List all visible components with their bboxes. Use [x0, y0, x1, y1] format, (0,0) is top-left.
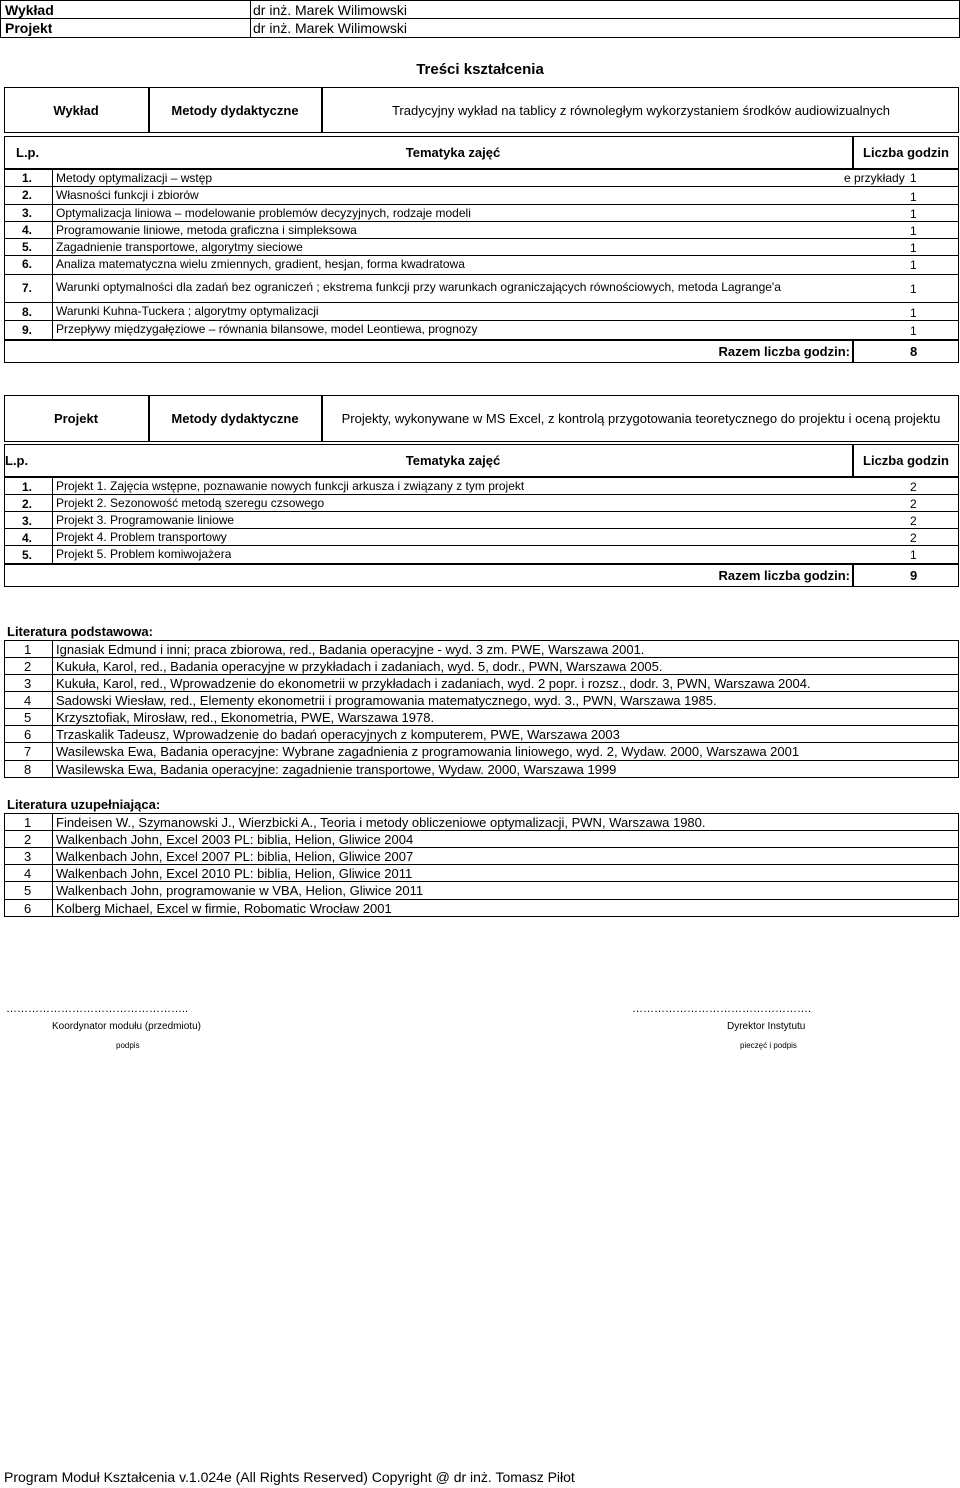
footer-copyright: Program Moduł Kształcenia v.1.024e (All Rights Reserved) Copyright @ dr inż. Tomasz Piłot: [4, 1469, 575, 1485]
header-table: [0, 0, 960, 38]
lit-basic-item: Ignasiak Edmund i inni; praca zbiorowa, red., Badania operacyjne - wyd. 3 zm. PWE, Warszawa 2001.: [56, 641, 645, 657]
lecture-row-topic: Przepływy międzygałęziowe – równania bilansowe, model Leontiewa, prognozy: [56, 322, 478, 336]
project-col-lp: L.p.: [5, 453, 29, 468]
lit-basic-item: Wasilewska Ewa, Badania operacyjne: zagadnienie transportowe, Wydaw. 2000, Warszawa 1999: [56, 761, 617, 777]
lit-basic-num: 2: [24, 658, 32, 674]
lit-extra-num: 2: [24, 831, 32, 847]
signature-note-left: podpis: [116, 1040, 140, 1050]
lecture-form-label: Wykład: [53, 102, 99, 118]
signature-role-left: Koordynator modułu (przedmiotu): [52, 1020, 201, 1032]
project-col-hours: Liczba godzin: [863, 453, 949, 468]
lecture-row-lp: 7.: [22, 281, 33, 295]
project-row-lp: 5.: [22, 548, 33, 562]
lecture-total-value: 8: [910, 344, 918, 359]
project-row-hours: 2: [910, 514, 917, 528]
project-col-topic: Tematyka zajęć: [405, 453, 501, 468]
lecture-row-topic: Zagadnienie transportowe, algorytmy sieciowe: [56, 240, 303, 254]
lit-basic-item: Kukuła, Karol, red., Badania operacyjne w przykładach i zadaniach, wyd. 5, dodr., PWN, Warszawa 2005.: [56, 658, 663, 674]
lecture-row-topic: Warunki Kuhna-Tuckera ; algorytmy optymalizacji: [56, 304, 319, 318]
project-row-hours: 2: [910, 497, 917, 511]
lit-basic-num: 4: [24, 692, 32, 708]
lit-basic-item: Krzysztofiak, Mirosław, red., Ekonometria, PWE, Warszawa 1978.: [56, 709, 435, 725]
project-row-topic: Projekt 1. Zajęcia wstępne, poznawanie nowych funkcji arkusza i związany z tym projekt: [56, 479, 525, 493]
project-row-hours: 1: [910, 548, 917, 562]
signature-note-right: pieczęć i podpis: [740, 1040, 797, 1050]
lit-basic-item: Sadowski Wiesław, red., Elementy ekonometrii i programowania matematycznego, wyd. 3., PWN, Warszawa 1985.: [56, 692, 717, 708]
header-label-lecture: Wykład: [5, 1, 54, 18]
project-row-lp: 4.: [22, 531, 33, 545]
lecture-row-topic: Programowanie liniowe, metoda graficzna i simpleksowa: [56, 223, 357, 237]
lecture-methods-value: Tradycyjny wykład na tablicy z równoległym wykorzystaniem środków audiowizualnych: [391, 102, 891, 118]
lit-extra-item: Findeisen W., Szymanowski J., Wierzbicki A., Teoria i metody obliczeniowe optymalizacji, PWN, Warszawa 1980.: [56, 814, 706, 830]
lecture-row-hours: 1: [910, 224, 917, 238]
lecture-row-lp: 6.: [22, 257, 33, 271]
header-label-project: Projekt: [5, 19, 53, 36]
lecture-row-topic: Własności funkcji i zbiorów: [56, 188, 199, 202]
lecture-row-lp: 9.: [22, 323, 33, 337]
project-total-value: 9: [910, 568, 918, 583]
lit-extra-heading: Literatura uzupełniająca:: [7, 796, 161, 812]
lit-basic-num: 3: [24, 675, 32, 691]
project-row-lp: 1.: [22, 480, 33, 494]
lecture-row-lp: 1.: [22, 171, 33, 185]
lecture-row-topic: Analiza matematyczna wielu zmiennych, gradient, hesjan, forma kwadratowa: [56, 257, 465, 271]
lecture-row-topic: Metody optymalizacji – wstęp: [56, 171, 213, 185]
lecture-col-topic: Tematyka zajęć: [405, 145, 501, 160]
lit-extra-item: Walkenbach John, programowanie w VBA, Helion, Gliwice 2011: [56, 882, 424, 898]
lecture-row-hours: 1: [910, 282, 917, 296]
lecture-row-lp: 3.: [22, 206, 33, 220]
lit-basic-item: Trzaskalik Tadeusz, Wprowadzenie do badań operacyjnych z komputerem, PWE, Warszawa 2003: [56, 726, 620, 742]
lit-extra-num: 4: [24, 865, 32, 881]
signature-line-right: ………………………………………….: [632, 1003, 812, 1015]
header-value-lecture: dr inż. Marek Wilimowski: [253, 1, 408, 18]
project-row-topic: Projekt 4. Problem transportowy: [56, 530, 227, 544]
lit-basic-num: 8: [24, 761, 32, 777]
lit-basic-item: Kukuła, Karol, red., Wprowadzenie do ekonometrii w przykładach i zadaniach, wyd. 2 popr. i rozsz., dodr. 3, PWN, Warszawa 2004.: [56, 675, 811, 691]
lecture-row-topic: Optymalizacja liniowa – modelowanie problemów decyzyjnych, rodzaje modeli: [56, 206, 471, 220]
lecture-row-lp: 2.: [22, 188, 33, 202]
lecture-total-label: Razem liczba godzin:: [718, 344, 850, 359]
lecture-row-topic: Warunki optymalności dla zadań bez ograniczeń ; ekstrema funkcji przy warunkach ograniczających równościowych, metoda Lagrange'a: [56, 280, 781, 294]
project-methods-value: Projekty, wykonywane w MS Excel, z kontrolą przygotowania teoretycznego do projektu i oceną projektu: [341, 411, 941, 426]
lit-basic-num: 1: [24, 641, 32, 657]
lecture-row-hours: 1: [910, 241, 917, 255]
lecture-row-lp: 8.: [22, 305, 33, 319]
project-total-label: Razem liczba godzin:: [718, 568, 850, 583]
lecture-row-hours: 1: [910, 207, 917, 221]
project-row-topic: Projekt 3. Programowanie liniowe: [56, 513, 235, 527]
lit-extra-num: 1: [24, 814, 32, 830]
lit-extra-num: 6: [24, 900, 32, 916]
project-row-topic: Projekt 5. Problem komiwojażera: [56, 547, 232, 561]
lecture-methods-label: Metody dydaktyczne: [171, 102, 299, 118]
signature-role-right: Dyrektor Instytutu: [727, 1020, 806, 1032]
lit-extra-num: 5: [24, 882, 32, 898]
lit-basic-num: 6: [24, 726, 32, 742]
project-row-hours: 2: [910, 531, 917, 545]
lecture-row-lp: 4.: [22, 223, 33, 237]
project-row-lp: 3.: [22, 514, 33, 528]
project-row-lp: 2.: [22, 497, 33, 511]
project-row-hours: 2: [910, 480, 917, 494]
lit-basic-num: 7: [24, 743, 32, 759]
project-methods-label: Metody dydaktyczne: [171, 411, 299, 426]
project-form-label: Projekt: [53, 411, 99, 426]
lecture-row-hours: 1: [910, 190, 917, 204]
lit-extra-num: 3: [24, 848, 32, 864]
lit-extra-item: Walkenbach John, Excel 2007 PL: biblia, Helion, Gliwice 2007: [56, 848, 414, 864]
project-row-topic: Projekt 2. Sezonowość metodą szeregu czsowego: [56, 496, 325, 510]
lecture-row-hours: 1: [910, 258, 917, 272]
page-title: Treści kształcenia: [416, 60, 544, 78]
lit-extra-item: Kolberg Michael, Excel w firmie, Robomatic Wrocław 2001: [56, 900, 392, 916]
lecture-row-hours: 1: [910, 324, 917, 338]
lit-basic-item: Wasilewska Ewa, Badania operacyjne: Wybrane zagadnienia z programowania liniowego, wyd. 2, Wydaw. 2000, Warszawa 2001: [56, 743, 800, 759]
lit-extra-item: Walkenbach John, Excel 2003 PL: biblia, Helion, Gliwice 2004: [56, 831, 414, 847]
lecture-col-hours: Liczba godzin: [863, 145, 949, 160]
lecture-col-lp: L.p.: [16, 145, 40, 160]
lecture-row-extra: e przykłady: [844, 171, 905, 185]
header-value-project: dr inż. Marek Wilimowski: [253, 19, 408, 36]
lecture-row-lp: 5.: [22, 240, 33, 254]
lit-extra-item: Walkenbach John, Excel 2010 PL: biblia, Helion, Gliwice 2011: [56, 865, 413, 881]
lit-basic-num: 5: [24, 709, 32, 725]
lecture-row-hours: 1: [910, 306, 917, 320]
lecture-row-hours: 1: [910, 171, 917, 185]
signature-line-left: …………………………………………..: [6, 1003, 189, 1015]
lit-basic-heading: Literatura podstawowa:: [7, 623, 153, 639]
